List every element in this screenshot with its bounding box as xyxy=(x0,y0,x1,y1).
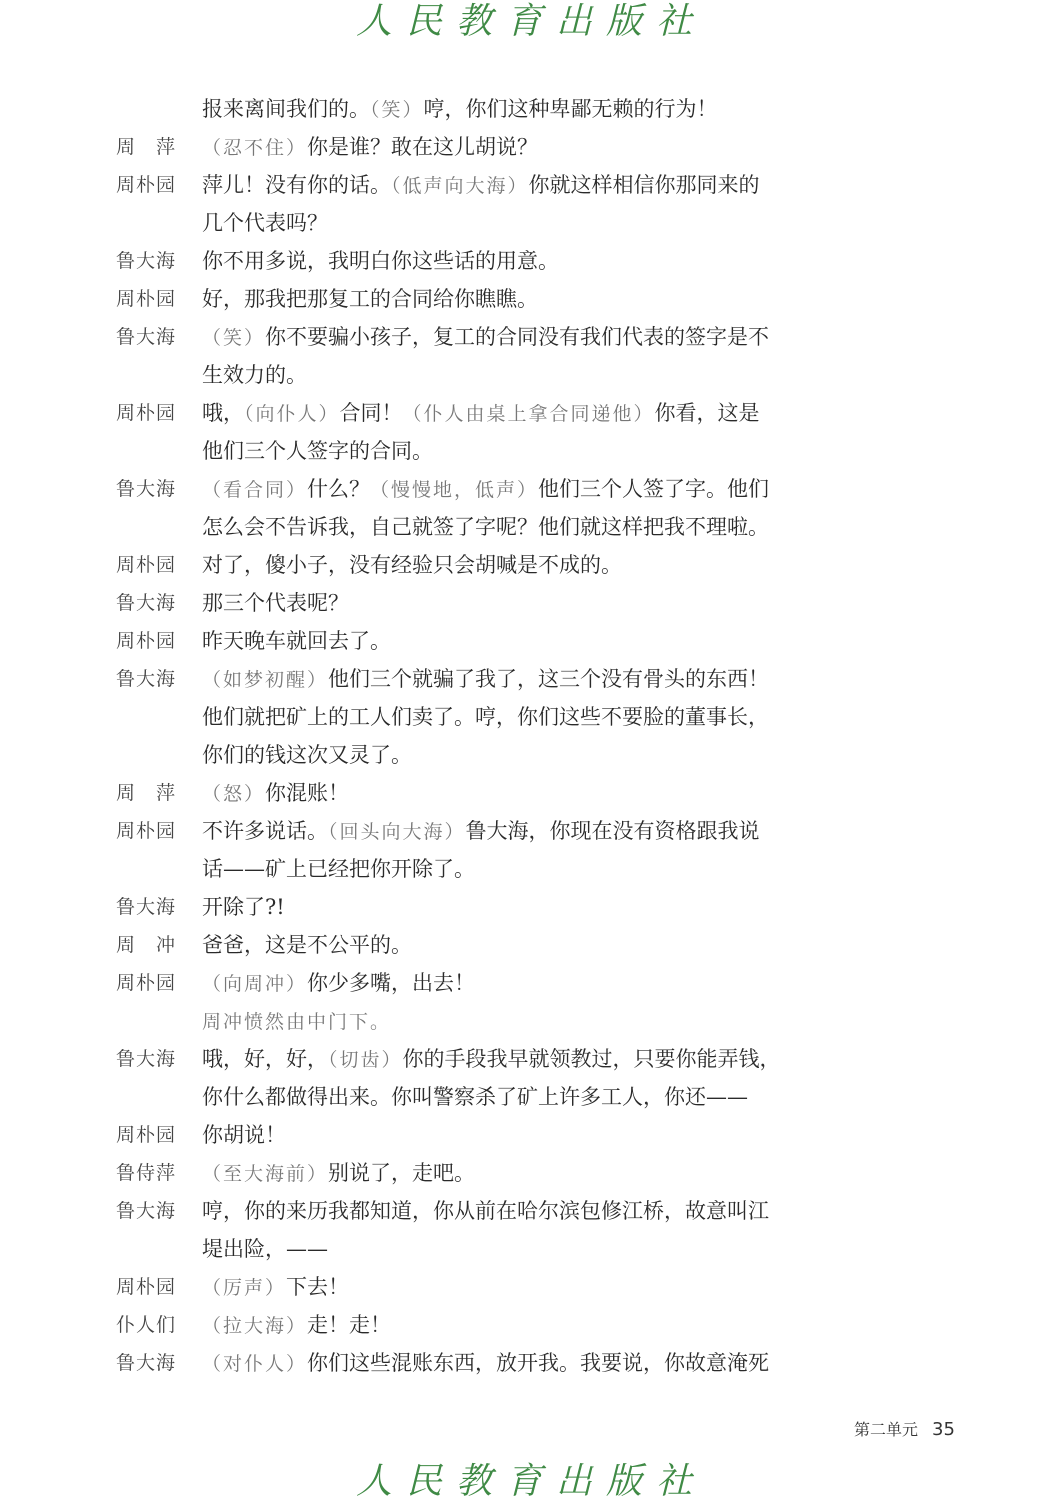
dialogue-text xyxy=(202,90,718,129)
speaker-name: 周朴园 xyxy=(116,174,177,196)
spoken-text: 不许多说话。 xyxy=(202,819,328,843)
dialogue-line xyxy=(116,812,796,850)
script-text xyxy=(116,90,796,1382)
spoken-text: 你少多嘴，出去！ xyxy=(307,971,476,995)
dialogue-line xyxy=(116,166,796,204)
publisher-logo-footer: 人民教育出版社 xyxy=(355,1461,706,1502)
dialogue-line xyxy=(116,660,796,698)
speaker-name: 鲁大海 xyxy=(116,592,177,614)
stage-direction: （慢慢地，低声） xyxy=(370,479,539,501)
speaker-name: 周朴园 xyxy=(116,1276,177,1298)
spoken-text: 你不用多说，我明白你这些话的用意。 xyxy=(202,249,559,273)
speaker-name: 周朴园 xyxy=(116,554,177,576)
spoken-text: 他们三个人签字的合同。 xyxy=(202,439,433,463)
spoken-text: 怎么会不告诉我，自己就签了字呢？他们就这样把我不理啦。 xyxy=(202,515,769,539)
speaker-name: 周 冲 xyxy=(116,934,177,956)
dialogue-line xyxy=(116,584,796,622)
spoken-text: 你不要骗小孩子，复工的合同没有我们代表的签字是不 xyxy=(265,325,770,349)
dialogue-line xyxy=(116,698,796,736)
dialogue-line xyxy=(116,470,796,508)
stage-direction: （笑） xyxy=(202,327,266,349)
dialogue-line xyxy=(116,242,796,280)
spoken-text: 堤出险，—— xyxy=(202,1237,328,1261)
spoken-text: 爸爸，这是不公平的。 xyxy=(202,933,412,957)
dialogue-text xyxy=(202,584,349,622)
dialogue-line xyxy=(116,1078,796,1116)
spoken-text: 他们就把矿上的工人们卖了。哼，你们这些不要脸的董事长， xyxy=(202,705,769,729)
dialogue-line xyxy=(116,774,796,812)
dialogue-line xyxy=(116,90,796,128)
dialogue-text xyxy=(202,1040,781,1079)
spoken-text: 他们三个就骗了我了，这三个没有骨头的东西！ xyxy=(328,667,770,691)
stage-direction: （对仆人） xyxy=(202,1353,308,1375)
spoken-text: 报来离间我们的。 xyxy=(202,97,370,121)
dialogue-line xyxy=(116,850,796,888)
speaker-name: 周朴园 xyxy=(116,1124,177,1146)
page-number: 35 xyxy=(932,1419,955,1440)
dialogue-line xyxy=(116,1040,796,1078)
spoken-text: 几个代表吗？ xyxy=(202,211,328,235)
speaker-name: 周朴园 xyxy=(116,630,177,652)
spoken-text: 话——矿上已经把你开除了。 xyxy=(202,857,475,881)
stage-direction: （向仆人） xyxy=(244,403,340,425)
speaker-name: 鲁大海 xyxy=(116,478,177,500)
dialogue-line xyxy=(116,432,796,470)
dialogue-text xyxy=(202,1192,769,1230)
stage-direction: （怒） xyxy=(202,783,266,805)
spoken-text: 哦，好，好， xyxy=(202,1047,328,1071)
spoken-text: 生效力的。 xyxy=(202,363,307,387)
spoken-text: 鲁大海，你现在没有资格跟我说 xyxy=(465,819,760,843)
spoken-text: 你混账！ xyxy=(265,781,350,805)
stage-direction: （向周冲） xyxy=(202,973,308,995)
spoken-text: 合同！ xyxy=(339,401,403,425)
dialogue-text xyxy=(202,394,760,433)
dialogue-text xyxy=(202,432,433,470)
speaker-name: 鲁大海 xyxy=(116,250,177,272)
spoken-text: 开除了?! xyxy=(202,895,285,919)
stage-direction: 周冲愤然由中门下。 xyxy=(202,1011,392,1033)
dialogue-text xyxy=(202,242,559,280)
speaker-name: 周朴园 xyxy=(116,402,177,424)
spoken-text: 你什么都做得出来。你叫警察杀了矿上许多工人，你还—— xyxy=(202,1085,748,1109)
speaker-name: 周朴园 xyxy=(116,972,177,994)
dialogue-line xyxy=(116,1154,796,1192)
stage-direction: （看合同） xyxy=(202,479,308,501)
dialogue-text xyxy=(202,736,412,774)
spoken-text: 好，那我把那复工的合同给你瞧瞧。 xyxy=(202,287,538,311)
spoken-text: 你们这些混账东西，放开我。我要说，你故意淹死 xyxy=(307,1351,770,1375)
dialogue-line xyxy=(116,546,796,584)
stage-direction: （拉大海） xyxy=(202,1315,308,1337)
stage-direction: （如梦初醒） xyxy=(202,669,329,691)
spoken-text: 下去！ xyxy=(286,1275,350,1299)
spoken-text: 你就这样相信你那同来的 xyxy=(528,173,760,197)
dialogue-text xyxy=(202,698,769,736)
dialogue-text xyxy=(202,812,760,851)
stage-direction: （忍不住） xyxy=(202,137,308,159)
spoken-text: 那三个代表呢？ xyxy=(202,591,349,615)
dialogue-text xyxy=(202,774,349,813)
speaker-name: 鲁大海 xyxy=(116,1200,177,1222)
dialogue-text xyxy=(202,1306,391,1345)
publisher-logo-header: 人民教育出版社 xyxy=(355,1,706,42)
spoken-text: 你是谁？敢在这儿胡说？ xyxy=(307,135,539,159)
dialogue-line xyxy=(116,1268,796,1306)
dialogue-line xyxy=(116,356,796,394)
dialogue-text xyxy=(202,1116,286,1154)
dialogue-text xyxy=(202,128,538,167)
dialogue-text xyxy=(202,166,760,205)
spoken-text: 哼，你的来历我都知道，你从前在哈尔滨包修江桥，故意叫江 xyxy=(202,1199,769,1223)
dialogue-text xyxy=(202,888,285,926)
dialogue-text xyxy=(202,508,769,546)
stage-direction: （切齿） xyxy=(328,1049,403,1071)
dialogue-line xyxy=(116,508,796,546)
dialogue-line xyxy=(116,204,796,242)
dialogue-line xyxy=(116,926,796,964)
speaker-name: 仆人们 xyxy=(116,1314,177,1336)
dialogue-text xyxy=(202,926,412,964)
dialogue-text xyxy=(202,1154,475,1193)
unit-label: 第二单元 xyxy=(854,1420,919,1439)
spoken-text: 什么？ xyxy=(307,477,371,501)
dialogue-line xyxy=(116,964,796,1002)
spoken-text: 你的手段我早就领教过，只要你能弄钱， xyxy=(402,1047,781,1071)
dialogue-line xyxy=(116,128,796,166)
dialogue-text xyxy=(202,318,769,357)
spoken-text: 走！走！ xyxy=(307,1313,392,1337)
dialogue-text xyxy=(202,964,475,1003)
spoken-text: 哦， xyxy=(202,401,244,425)
dialogue-line xyxy=(116,318,796,356)
dialogue-text xyxy=(202,470,769,509)
dialogue-text xyxy=(202,356,307,394)
stage-direction: （仆人由桌上拿合同递他） xyxy=(402,403,655,425)
speaker-name: 鲁大海 xyxy=(116,896,177,918)
dialogue-text xyxy=(202,1002,391,1041)
stage-direction: （厉声） xyxy=(202,1277,287,1299)
stage-direction: （笑） xyxy=(370,99,424,121)
dialogue-line xyxy=(116,1306,796,1344)
speaker-name: 鲁侍萍 xyxy=(116,1162,177,1184)
speaker-name: 鲁大海 xyxy=(116,1048,177,1070)
dialogue-text xyxy=(202,850,475,888)
spoken-text: 你看，这是 xyxy=(654,401,760,425)
dialogue-line xyxy=(116,888,796,926)
page-footer xyxy=(854,1418,955,1442)
speaker-name: 鲁大海 xyxy=(116,668,177,690)
dialogue-text xyxy=(202,280,538,318)
dialogue-text xyxy=(202,1344,769,1383)
dialogue-line xyxy=(116,736,796,774)
dialogue-text xyxy=(202,204,328,242)
dialogue-line xyxy=(116,622,796,660)
dialogue-text xyxy=(202,546,622,584)
speaker-name: 鲁大海 xyxy=(116,326,177,348)
dialogue-text xyxy=(202,1078,748,1116)
speaker-name: 周 萍 xyxy=(116,136,177,158)
dialogue-line xyxy=(116,1192,796,1230)
spoken-text: 你胡说！ xyxy=(202,1123,286,1147)
dialogue-line xyxy=(116,1230,796,1268)
speaker-name: 周 萍 xyxy=(116,782,177,804)
dialogue-text xyxy=(202,622,391,660)
spoken-text: 哼，你们这种卑鄙无赖的行为！ xyxy=(423,97,718,121)
dialogue-text xyxy=(202,1268,349,1307)
spoken-text: 对了，傻小子，没有经验只会胡喊是不成的。 xyxy=(202,553,622,577)
stage-direction: （低声向大海） xyxy=(391,175,529,197)
speaker-name: 鲁大海 xyxy=(116,1352,177,1374)
spoken-text: 他们三个人签了字。他们 xyxy=(538,477,770,501)
dialogue-text xyxy=(202,660,769,699)
stage-direction: （回头向大海） xyxy=(328,821,466,843)
spoken-text: 你们的钱这次又灵了。 xyxy=(202,743,412,767)
dialogue-line xyxy=(116,1002,796,1040)
dialogue-line xyxy=(116,1344,796,1382)
dialogue-line xyxy=(116,1116,796,1154)
dialogue-line xyxy=(116,280,796,318)
speaker-name: 周朴园 xyxy=(116,820,177,842)
dialogue-line xyxy=(116,394,796,432)
dialogue-text xyxy=(202,1230,328,1268)
spoken-text: 昨天晚车就回去了。 xyxy=(202,629,391,653)
stage-direction: （至大海前） xyxy=(202,1163,329,1185)
spoken-text: 别说了，走吧。 xyxy=(328,1161,476,1185)
speaker-name: 周朴园 xyxy=(116,288,177,310)
spoken-text: 萍儿！没有你的话。 xyxy=(202,173,391,197)
